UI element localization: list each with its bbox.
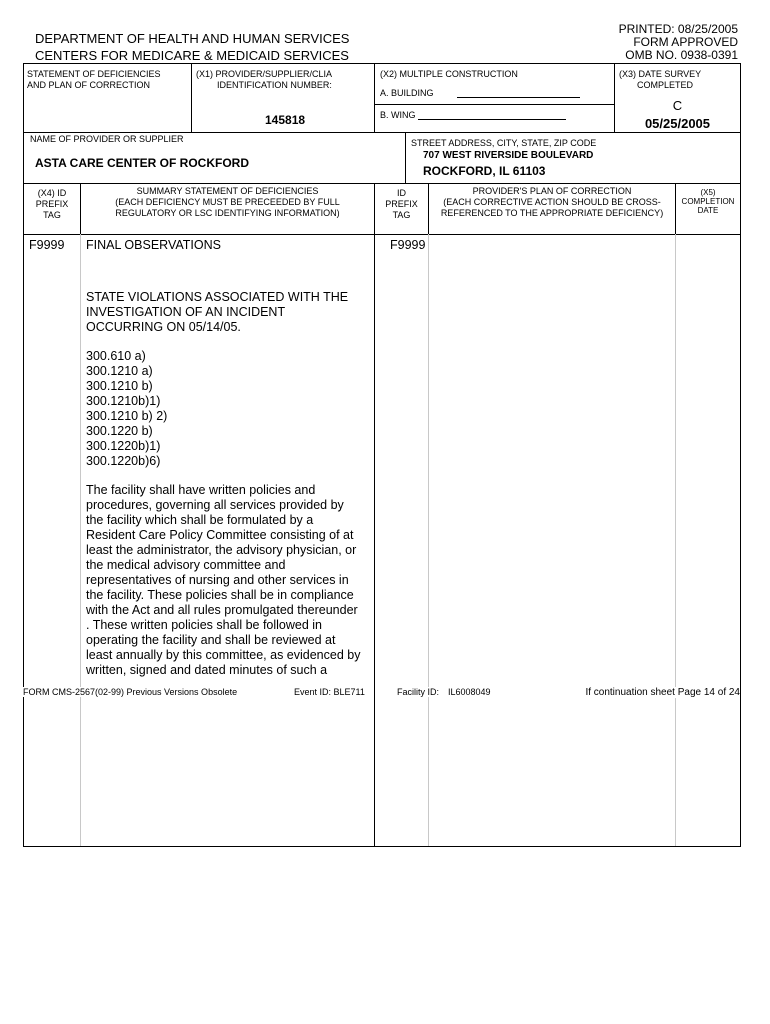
provider-name: ASTA CARE CENTER OF ROCKFORD: [35, 156, 249, 170]
x5-header-1: (X5): [700, 188, 716, 197]
regulation-ref: 300.1220 b): [86, 424, 153, 438]
summary-header-3: REGULATORY OR LSC IDENTIFYING INFORMATION): [115, 208, 340, 218]
x4-header-3: TAG: [43, 210, 61, 220]
body-line: INVESTIGATION OF AN INCIDENT: [86, 305, 286, 319]
page-number: If continuation sheet Page 14 of 24: [585, 687, 740, 698]
body-divider-4: [675, 234, 676, 846]
x5-header-2: COMPLETION: [681, 197, 735, 206]
frame-top: [23, 63, 741, 64]
building-underline: [457, 97, 580, 98]
facility-id-label: Facility ID:: [397, 687, 440, 697]
regulation-ref: 300.1210 a): [86, 364, 153, 378]
body-line: the facility which shall be formulated by a: [86, 513, 314, 527]
regulation-ref: 300.610 a): [86, 349, 146, 363]
x1-label-1: (X1) PROVIDER/SUPPLIER/CLIA: [196, 69, 333, 79]
agency-title: CENTERS FOR MEDICARE & MEDICAID SERVICES: [35, 48, 349, 63]
form-number: FORM CMS-2567(02-99) Previous Versions Obsolete: [23, 687, 238, 697]
body-divider-3: [428, 234, 429, 846]
body-line: with the Act and all rules promulgated thereunder: [86, 603, 358, 617]
provider-id: 145818: [265, 113, 306, 127]
id-header-1: ID: [397, 188, 406, 198]
frame-left: [23, 63, 24, 847]
divider-address: [405, 132, 406, 183]
regulation-ref: 300.1220b)1): [86, 439, 161, 453]
form-approved: FORM APPROVED: [633, 35, 738, 49]
x1-label-2: IDENTIFICATION NUMBER:: [217, 80, 332, 90]
x4-header-2: PREFIX: [35, 199, 69, 209]
regulation-ref: 300.1220b)6): [86, 454, 161, 468]
plan-header-3: REFERENCED TO THE APPROPRIATE DEFICIENCY): [440, 208, 664, 218]
body-line: Resident Care Policy Committee consisting of at: [86, 528, 354, 542]
prefix-tag-right: F9999: [390, 238, 426, 252]
body-line: least annually by this committee, as evidenced by: [86, 648, 361, 662]
regulation-ref: 300.1210b)1): [86, 394, 161, 408]
provider-label: NAME OF PROVIDER OR SUPPLIER: [30, 134, 184, 144]
frame-line-provider: [23, 132, 741, 133]
address-street: 707 WEST RIVERSIDE BOULEVARD: [423, 150, 594, 161]
prefix-tag-left: F9999: [29, 238, 65, 252]
body-line: . These written policies shall be followed in: [86, 618, 323, 632]
wing-underline: [418, 119, 566, 120]
address-city: ROCKFORD, IL 61103: [423, 164, 546, 178]
facility-id-value: IL6008049: [448, 687, 491, 697]
frame-line-content: [23, 234, 741, 235]
frame-right: [740, 63, 741, 847]
frame-bottom: [23, 846, 741, 847]
printed-date: PRINTED: 08/25/2005: [618, 22, 738, 36]
statement-label-1: STATEMENT OF DEFICIENCIES: [27, 69, 161, 79]
x3-label-2: COMPLETED: [637, 80, 694, 90]
id-header-3: TAG: [392, 210, 411, 220]
building-label: A. BUILDING: [380, 88, 434, 98]
regulation-ref: 300.1210 b): [86, 379, 153, 393]
body-line: the facility. These policies shall be in compliance: [86, 588, 354, 602]
summary-header-2: (EACH DEFICIENCY MUST BE PRECEEDED BY FULL: [115, 197, 340, 207]
x4-header-1: (X4) ID: [37, 188, 67, 198]
wing-label: B. WING: [380, 110, 416, 120]
x5-header-3: DATE: [697, 206, 719, 215]
body-divider-1: [80, 234, 81, 846]
survey-code: C: [672, 98, 683, 113]
divider-x2: [374, 63, 375, 132]
body-line: procedures, governing all services provided by: [86, 498, 344, 512]
plan-header-2: (EACH CORRECTIVE ACTION SHOULD BE CROSS-: [443, 197, 661, 207]
address-label: STREET ADDRESS, CITY, STATE, ZIP CODE: [411, 138, 597, 148]
x2-label: (X2) MULTIPLE CONSTRUCTION: [380, 69, 518, 79]
body-divider-2: [374, 234, 375, 846]
body-line: The facility shall have written policies and: [86, 483, 316, 497]
survey-date: 05/25/2005: [644, 116, 711, 131]
divider-building-wing: [374, 104, 614, 105]
statement-label-2: AND PLAN OF CORRECTION: [27, 80, 151, 90]
divider-x1: [191, 63, 192, 132]
summary-header-1: SUMMARY STATEMENT OF DEFICIENCIES: [136, 186, 319, 196]
plan-header-1: PROVIDER'S PLAN OF CORRECTION: [472, 186, 632, 196]
body-line: STATE VIOLATIONS ASSOCIATED WITH THE: [86, 290, 349, 304]
body-line: representatives of nursing and other services in: [86, 573, 349, 587]
frame-line-columns: [23, 183, 741, 184]
x3-label-1: (X3) DATE SURVEY: [619, 69, 702, 79]
body-line: least the administrator, the advisory physician, or: [86, 543, 357, 557]
body-line: OCCURRING ON 05/14/05.: [86, 320, 241, 334]
body-line: the medical advisory committee and: [86, 558, 286, 572]
finding-title: FINAL OBSERVATIONS: [86, 238, 221, 252]
regulation-ref: 300.1210 b) 2): [86, 409, 168, 423]
body-line: operating the facility and shall be reviewed at: [86, 633, 336, 647]
omb-number: OMB NO. 0938-0391: [625, 48, 738, 62]
department-title: DEPARTMENT OF HEALTH AND HUMAN SERVICES: [35, 31, 350, 46]
body-line: written, signed and dated minutes of such a: [86, 663, 328, 677]
event-id: Event ID: BLE711: [294, 687, 365, 697]
id-header-2: PREFIX: [385, 199, 418, 209]
